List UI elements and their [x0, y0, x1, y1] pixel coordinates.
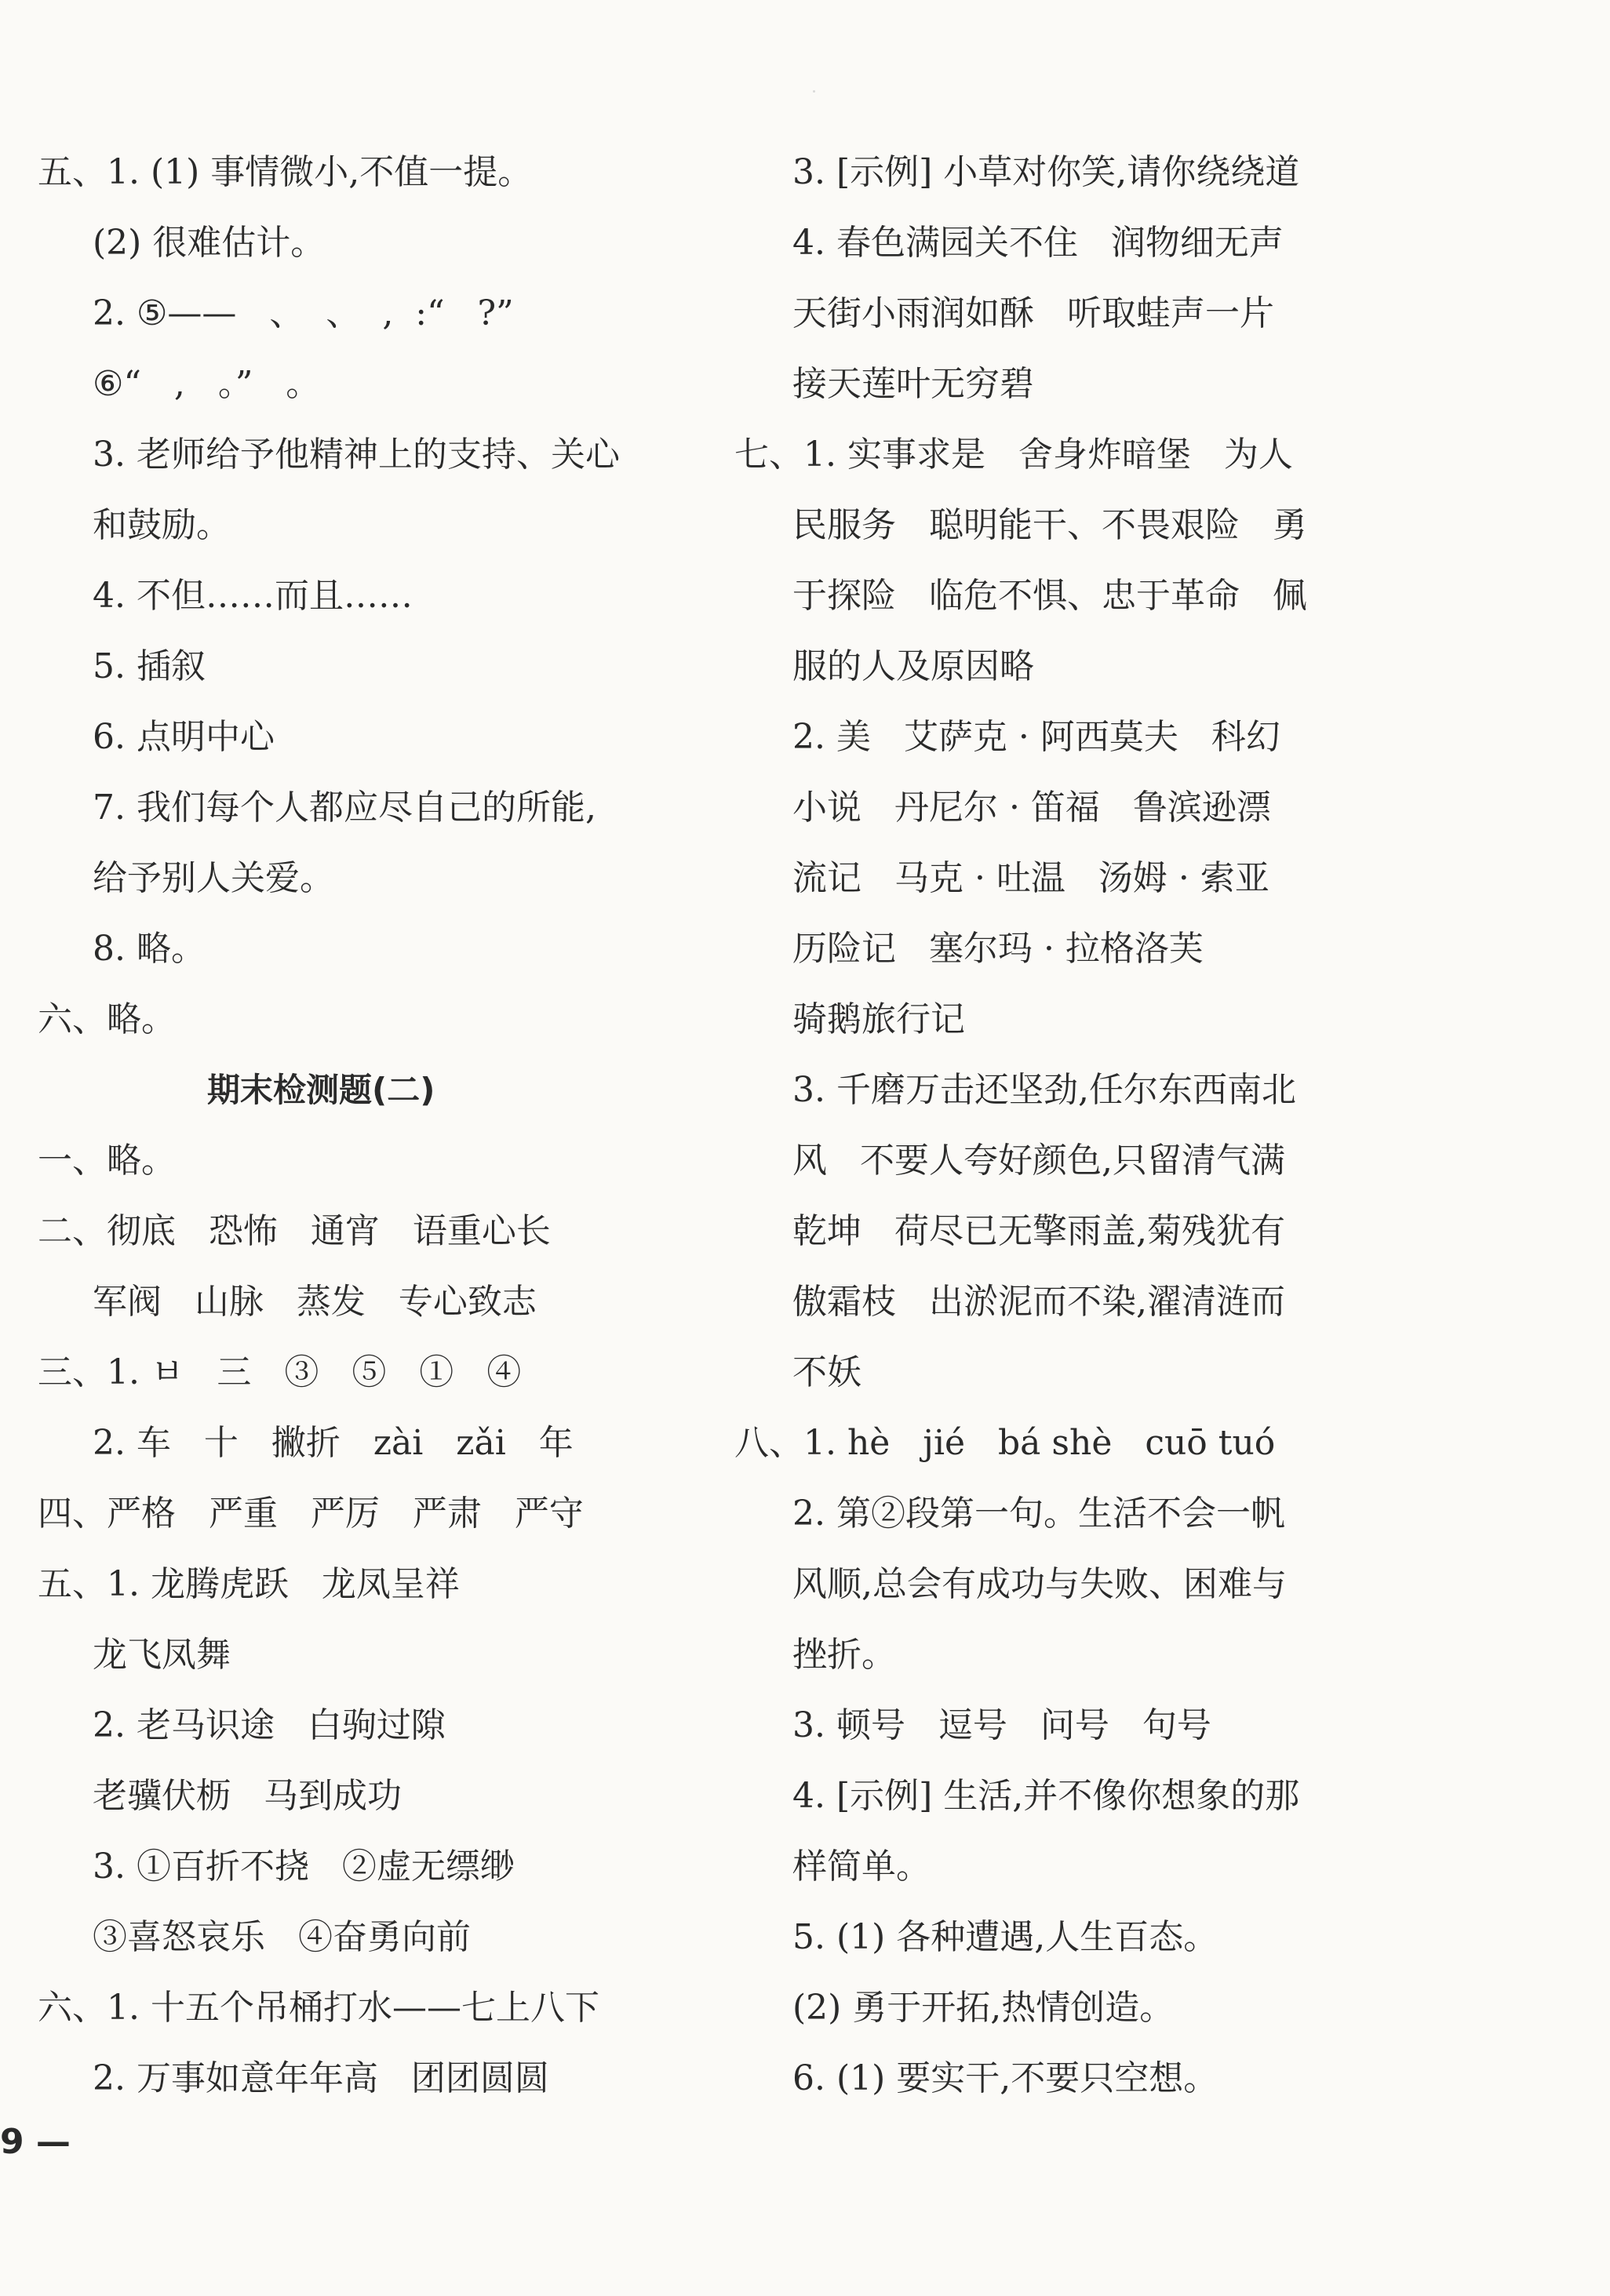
answer-line: 服的人及原因略 [792, 646, 1034, 686]
answer-line: 四、严格 严重 严厉 严肃 严守 [38, 1494, 584, 1534]
left-column [38, 147, 712, 2124]
answer-line: 风 不要人夸好颜色,只留清气满 [792, 1141, 1285, 1181]
answer-line: 和鼓励。 [93, 505, 231, 545]
answer-line: 4. 春色满园关不住 润物细无声 [792, 223, 1284, 263]
answer-line: 3. 千磨万击还坚劲,任尔东西南北 [792, 1070, 1296, 1110]
answer-line: 接天莲叶无穷碧 [792, 364, 1034, 404]
answer-line: 天街小雨润如酥 听取蛙声一片 [792, 293, 1274, 333]
answer-line: 7. 我们每个人都应尽自己的所能, [93, 788, 596, 828]
answer-line: 小说 丹尼尔 · 笛福 鲁滨逊漂 [792, 788, 1271, 828]
answer-line: 龙飞凤舞 [93, 1635, 231, 1675]
answer-line: 五、1. 龙腾虎跃 龙凤呈祥 [38, 1564, 460, 1604]
section-heading: 期末检测题(二) [207, 1071, 435, 1109]
answer-line: 不妖 [792, 1352, 861, 1392]
answer-line: 六、1. 十五个吊桶打水——七上八下 [38, 1988, 599, 2028]
answer-line: 二、彻底 恐怖 通宵 语重心长 [38, 1211, 551, 1251]
answer-line: 5. 插叙 [93, 646, 206, 686]
answer-line: 乾坤 荷尽已无擎雨盖,菊残犹有 [792, 1211, 1285, 1251]
answer-line: 流记 马克 · 吐温 汤姆 · 索亚 [792, 858, 1269, 898]
answer-line: 挫折。 [792, 1635, 896, 1675]
answer-line: 4. 不但……而且…… [93, 576, 413, 616]
answer-line: 五、1. (1) 事情微小,不值一提。 [38, 152, 533, 192]
answer-line: 2. 老马识途 白驹过隙 [93, 1705, 446, 1745]
answer-line: 5. (1) 各种遭遇,人生百态。 [792, 1917, 1218, 1957]
answer-line: 民服务 聪明能干、不畏艰险 勇 [792, 505, 1307, 545]
answer-line: 六、略。 [38, 999, 176, 1039]
answer-line: 风顺,总会有成功与失败、困难与 [792, 1564, 1287, 1604]
answer-line: 骑鹅旅行记 [792, 999, 965, 1039]
answer-line: 2. 美 艾萨克 · 阿西莫夫 科幻 [792, 717, 1280, 757]
answer-line: 傲霜枝 出淤泥而不染,濯清涟而 [792, 1282, 1285, 1322]
answer-line: 8. 略。 [93, 929, 206, 969]
answer-line: 3. ①百折不挠 ②虚无缥缈 [93, 1847, 515, 1887]
answer-line: ⑥“ , 。” 。 [93, 364, 321, 404]
answer-line: 老骥伏枥 马到成功 [93, 1776, 402, 1816]
answer-line: ③喜怒哀乐 ④奋勇向前 [93, 1917, 471, 1957]
answer-line: 给予别人关爱。 [93, 858, 334, 898]
answer-line: 6. 点明中心 [93, 717, 275, 757]
answer-line: 一、略。 [38, 1141, 176, 1181]
answer-line: 2. 车 十 撇折 zài zǎi 年 [93, 1423, 574, 1463]
answer-line: 八、1. hè jié bá shè cuō tuó [734, 1423, 1276, 1463]
answer-line: (2) 勇于开拓,热情创造。 [792, 1988, 1175, 2028]
answer-line: 3. [示例] 小草对你笑,请你绕绕道 [792, 152, 1300, 192]
answer-line: 6. (1) 要实干,不要只空想。 [792, 2058, 1218, 2098]
answer-line: 于探险 临危不惧、忠于革命 佩 [792, 576, 1307, 616]
answer-line: 4. [示例] 生活,并不像你想象的那 [792, 1776, 1300, 1816]
answer-line: 2. ⑤—— 、 、 , :“ ?” [93, 293, 514, 333]
speck [813, 90, 815, 93]
answer-line: 样简单。 [792, 1847, 931, 1887]
answer-line: 军阀 山脉 蒸发 专心致志 [93, 1282, 537, 1322]
answer-line: 2. 第②段第一句。生活不会一帆 [792, 1494, 1285, 1534]
answer-line: 2. 万事如意年年高 团团圆圆 [93, 2058, 549, 2098]
answer-line: (2) 很难估计。 [93, 223, 326, 263]
answer-line: 3. 老师给予他精神上的支持、关心 [93, 435, 620, 475]
answer-line: 历险记 塞尔玛 · 拉格洛芙 [792, 929, 1204, 969]
answer-line: 三、1. ㅂ 三 ③ ⑤ ① ④ [38, 1352, 522, 1392]
right-column [734, 147, 1535, 2124]
answer-line: 七、1. 实事求是 舍身炸暗堡 为人 [734, 435, 1293, 475]
page-number: 9 — [0, 2122, 71, 2162]
answer-line: 3. 顿号 逗号 问号 句号 [792, 1705, 1211, 1745]
